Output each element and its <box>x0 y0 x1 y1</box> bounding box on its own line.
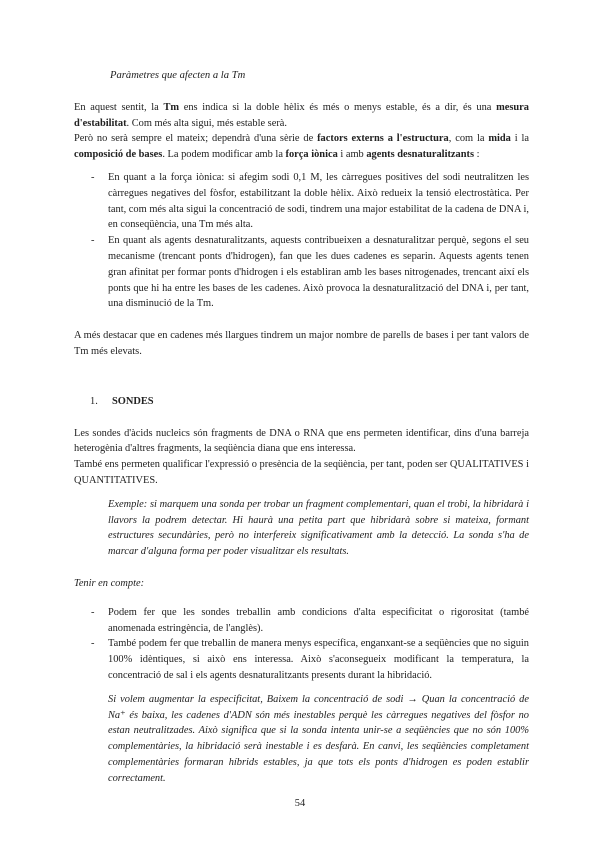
list-item: - També podem fer que treballin de manera menys específica, enganxant-se a seqüències que no siguin 100% idèntiques, si això ens interessa. Això s'aconsegueix modificant la temperatura, la concentració de sal i els agents desnaturalitzants presents durant la hibridació. <box>91 638 529 681</box>
intro-paragraph-1: En aquest sentit, la Tm ens indica si la doble hèlix és més o menys estable, és a dir, és una mesura d'estabilitat. Com més alta sigui, més estable serà. <box>74 101 529 129</box>
term-mida: mida <box>488 133 511 145</box>
term-forca-ionica: força iònica <box>285 149 338 161</box>
heading-title: SONDES <box>112 395 154 407</box>
document-page <box>74 68 529 786</box>
term-factors-externs: factors externs a l'estructura <box>317 133 449 145</box>
closing-paragraph: A més destacar que en cadenes més llargues tindrem un major nombre de parells de bases i per tant valors de Tm més elevats. <box>74 330 529 357</box>
section-heading-sondes <box>90 394 529 410</box>
term-mesura-estabilitat: mesura d'estabilitat <box>74 101 529 129</box>
page-number: 54 <box>294 798 306 809</box>
section-title: Paràmetres que afecten a la Tm <box>110 70 246 81</box>
sondes-paragraph-1: Les sondes d'àcids nucleics són fragments de DNA o RNA que ens permeten identificar, dins d'una barreja heterogènia d'altres fragments, la seqüència diana que ens interessa. <box>74 427 529 455</box>
notes-list <box>74 605 529 684</box>
note-label: Tenir en compte: <box>74 577 145 589</box>
factors-list <box>74 170 529 312</box>
term-agents-desnaturalitzants: agents desnaturalitzants <box>366 149 475 161</box>
dash-bullet: - <box>91 638 95 650</box>
term-composicio-bases: composició de bases <box>74 149 163 161</box>
dash-bullet: - <box>91 171 95 183</box>
list-item: - En quant als agents desnaturalitzants, aquests contribueixen a desnaturalitzar perquè, segons el seu mecanisme (trencant ponts d'hidrogen), fan que les dues cadenes es separin. Aquests agents tenen gran afinitat per formar ponts d'hidrogen i els establiran amb les bases nitrogenades, trencant així els ponts que hi ha entre les bases de les cadenes. Això provoca la desnaturalització del DNA i, per tant, una disminució de la Tm. <box>91 235 529 310</box>
term-tm: Tm <box>163 101 180 113</box>
list-item: - Podem fer que les sondes treballin amb condicions d'alta especificitat o rigorositat (també anomenada estringència, de l'anglès). <box>91 606 529 634</box>
sondes-paragraph-2: També ens permeten qualificar l'expressió o presència de la seqüència, per tant, poden ser QUALITATIVES i QUANTITATIVES. <box>74 459 529 486</box>
heading-number: 1. <box>90 395 98 407</box>
list-item: - En quant a la força iònica: si afegim sodi 0,1 M, les càrregues positives del sodi neutralitzen les càrregues negatives del fòsfor, estabilitzant la doble hèlix. Això redueix la tensió electrostàtica. Per tant, com més alta sigui la concentració de sodi, tindrem una major estabilitat de la cadena de DNA i, en conseqüència, una Tm més alta. <box>91 171 529 231</box>
example-paragraph: Exemple: si marquem una sonda per trobar un fragment complementari, quan el trobi, la hibridarà i llavors la podrem detectar. Hi haurà una petita part que hibridarà sobre si mateixa, formant estructures secundàries, però no interfereix significativament amb la detecció. La sonda s'ha de marcar d'alguna forma per poder visualitzar els resultats. <box>108 498 529 558</box>
dash-bullet: - <box>91 235 95 247</box>
intro-paragraph-2: Però no serà sempre el mateix; dependrà d'una sèrie de factors externs a l'estructura, com la mida i la composició de bases. La podem modificar amb la força iònica i amb agents desnaturalitzants : <box>74 133 529 161</box>
final-note-paragraph: Si volem augmentar la especificitat, Baixem la concentració de sodi → Quan la concentració de Na⁺ és baixa, les cadenes d'ADN són més inestables perquè les càrregues negatives del fòsfor no estan neutralitzades. Això significa que si la sonda intenta unir-se a seqüències que no són 100% complementàries, la hibridació serà inestable i es desfarà. En canvi, les seqüències completament complementàries formaran híbrids estables, ja que tots els ponts d'hidrogen es poden establir correctament. <box>108 693 529 784</box>
dash-bullet: - <box>91 606 95 618</box>
